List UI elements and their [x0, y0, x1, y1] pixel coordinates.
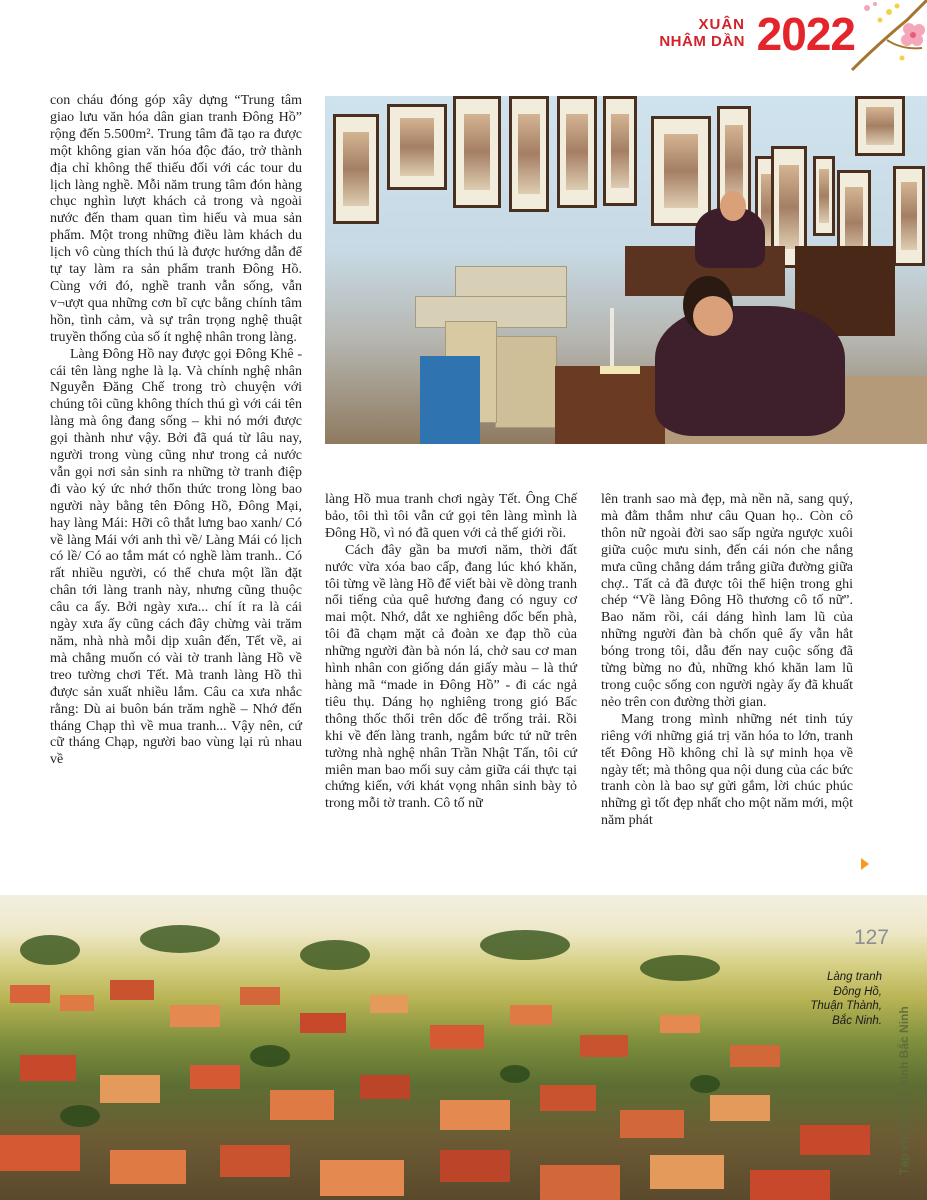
plum-blossom-icon [847, 0, 927, 80]
village-aerial-photo [0, 895, 927, 1200]
caption-line: Đông Hồ, [833, 985, 882, 998]
publication-name-text: Tạp chí Truyền hình Bắc Ninh [897, 1006, 911, 1175]
paragraph: Cách đây gần ba mươi năm, thời đất nước vừa xóa bao cấp, đang lúc khó khăn, tôi từng về làng Hồ để viết bài về dòng tranh nổi tiếng của quê hương đang có nguy cơ mai một. Nhớ, dắt xe nghiêng dốc bến phà, tôi đã chạm mặt cả đoàn xe đạp thồ của những người đàn bà nón lá, chở sau cơ man hình nhân con giống dán giấy màu – là thứ hàng mã “made in Đông Hồ” - đi các ngả tiêu thụ. Dáng họ nghiêng trong gió Bấc thông thốc thổi trên dốc đê trống trải. Rồi khi về đến làng tranh, ngắm bức tứ nữ trên tường nhà nghệ nhân Trần Nhật Tấn, tôi cứ miên man bao mối suy cảm giữa cái thực tại chứng kiến, với khát vọng nhân sinh bày tỏ trong mỗi tờ tranh. Cô tố nữ [325, 542, 577, 812]
publication-name [895, 985, 911, 1175]
caption-line: Thuận Thành, [810, 1000, 882, 1012]
masthead [587, 0, 927, 80]
continue-arrow-icon [861, 858, 869, 870]
issue-label-line2: NHÂM DẦN [659, 33, 745, 50]
artisan-workshop-photo [325, 96, 927, 444]
page-number: 127 [853, 926, 889, 949]
article-column-1 [50, 93, 302, 769]
paragraph: Mang trong mình những nét tinh túy riêng với những giá trị văn hóa to lớn, tranh tết Đông Hồ không chỉ là sự minh họa về ngày tết; mà thông qua nội dung của các bức tranh còn là bao sự gửi gắm, lời chúc phúc những gì tốt đẹp nhất cho một năm mới, một năm phát [601, 711, 853, 829]
caption-line: Làng tranh [827, 971, 882, 983]
issue-label [659, 16, 745, 50]
paragraph: con cháu đóng góp xây dựng “Trung tâm giao lưu văn hóa dân gian tranh Đông Hồ” rộng đến 5.500m². Trung tâm đã tạo ra được một không gian văn hóa độc đáo, trở thành địa chỉ không thể thiếu đối với các tour du lịch làng nghề. Mỗi năm trung tâm đón hàng chục nghìn lượt khách cả trong và ngoài nước đến tham quan tìm hiểu và mua sản phẩm. Một trong những điều làm khách du lịch vô cùng thích thú là được hướng dẫn để tự tay làm ra sản phẩm tranh Đông Hồ. Cùng với đó, nghề tranh vẫn sống, vẫn v¬ượt qua những cơn bĩ cực bằng chính tâm hồn, tình cảm, và sự trân trọng nghệ thuật truyền thống của số ít nghệ nhân trong làng. [50, 93, 302, 345]
issue-label-line1: XUÂN [698, 16, 745, 33]
photo-caption [810, 970, 882, 1028]
article-column-2 [325, 492, 577, 813]
issue-year: 2022 [756, 8, 855, 60]
article-column-3 [601, 492, 853, 830]
paragraph: lên tranh sao mà đẹp, mà nền nã, sang quý, mà đằm thắm như câu Quan họ.. Còn cô thôn nữ ngoài đời sao sấp ngửa ngược xuôi giữa cuộc mưu sinh, đến cái nón che nắng mưa cũng chẳng dám trắng giữa đường giữa chợ.. Tất cả đã được tôi thể hiện trong ghi chép “Về làng Đông Hồ thương cô tố nữ”. Bao năm rồi, cái dáng hình lam lũ của những người đàn bà chốn quê ấy vẫn hắt bóng trong tôi, dẫu đến nay cuộc sống đã từng bừng no đủ, những khó khăn lam lũ trong cuộc sống con người ngày ấy đã khuất nẻo trên con đường thời gian. [601, 492, 853, 710]
caption-line: Bắc Ninh. [832, 1014, 882, 1027]
paragraph: Làng Đông Hồ nay được gọi Đông Khê - cái tên làng nghe là lạ. Và chính nghệ nhân Nguyễn Đăng Chế trong trò chuyện với chúng tôi cũng không thích thú gì với cái tên làng mà ông đang sống – khi nó mới được gọi thành như vậy. Bởi đã quá từ lâu nay, người trong vùng cũng như trong cả nước vẫn gọi nơi sản sinh ra những tờ tranh điệp đi vào ký ức nhớ thổn thức trong lòng bao người này bằng tên Đông Hồ, Đông Mại, hay làng Mái: Hỡi cô thắt lưng bao xanh/ Có về làng Mái với anh thì về/ Làng Mái có lịch có lề/ Có ao tắm mát có nghề làm tranh.. Có rất nhiều người, có thể chưa một lần đặt chân tới làng tranh này, nhưng cũng thuộc câu ca ấy. Bởi ngày xưa... chí ít ra là cái ngày xưa ấy cũng cách đây chừng vài trăm năm, nhà nhà mỗi dịp xuân đến, Tết về, ai mà chẳng muốn có vài tờ tranh làng Hồ về treo tường chơi Tết. Mà tranh làng Hồ thì được sản xuất nhiều lắm. Câu ca xưa nhắc rằng: Dù ai buôn bán trăm nghề – Nhớ đến tháng Chạp thì về mua tranh... Vậy nên, cứ cữ tháng Chạp, người bao vùng lại rủ nhau về [50, 346, 302, 768]
paragraph: làng Hồ mua tranh chơi ngày Tết. Ông Chế bảo, tôi thì tôi vẫn cứ gọi tên làng mình là Đông Hồ, vì nó đã quen với cả thế giới rồi. [325, 492, 577, 541]
